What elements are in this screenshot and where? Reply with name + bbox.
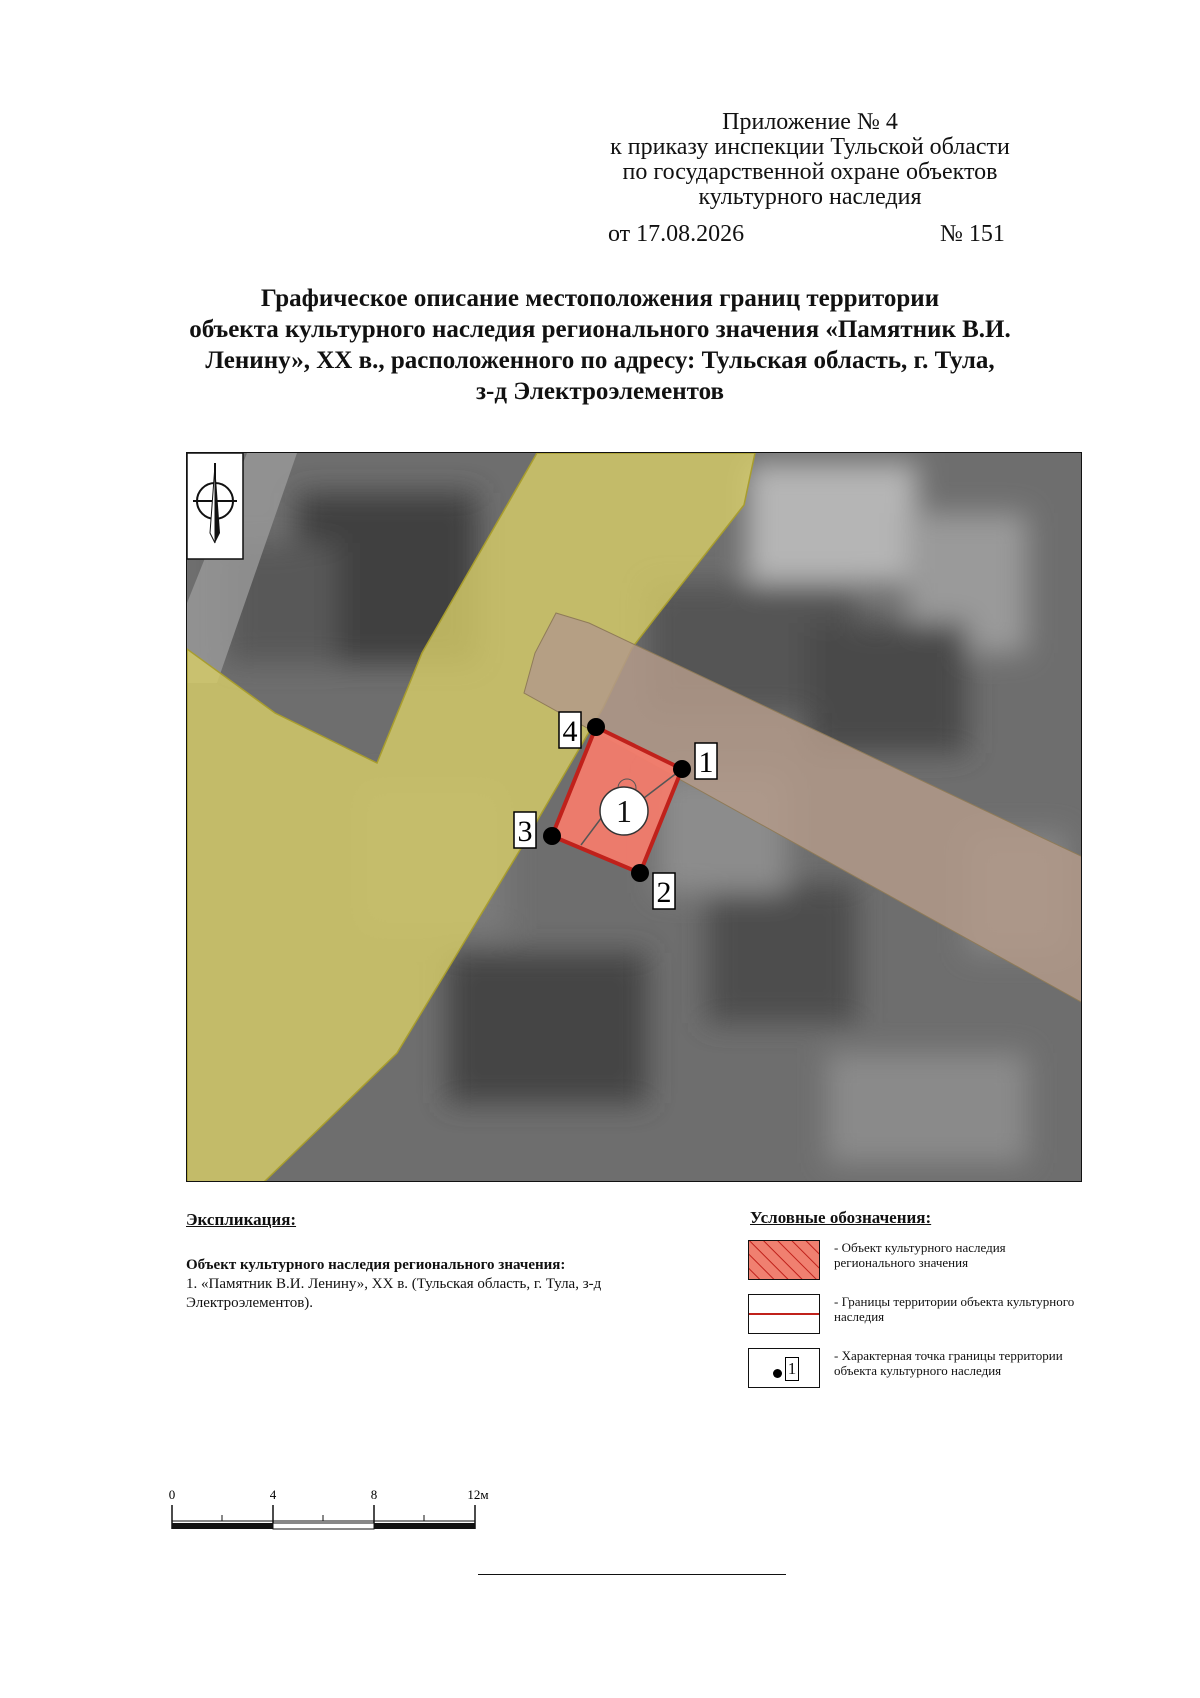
legend-label-point: - Характерная точка границы территории объекта культурного наследия (834, 1348, 1063, 1378)
legend-swatch-object (748, 1240, 820, 1280)
scale-bar (160, 1485, 500, 1545)
order-date: от 17.08.2026 (608, 221, 745, 247)
point-marker-3 (543, 827, 561, 845)
point-marker-4 (587, 718, 605, 736)
point-label-3: 3 (517, 815, 533, 848)
scale-label-4: 4 (269, 1487, 277, 1502)
legend-label-boundary: - Границы территории объекта культурного наследия (834, 1294, 1075, 1324)
point-label-1: 1 (698, 746, 714, 779)
legend-swatch-boundary (748, 1294, 820, 1334)
legend-label-object: - Объект культурного наследия регионального значения (834, 1240, 1006, 1270)
explication-heading: Экспликация: (186, 1210, 297, 1229)
scale-label-12: 12м (467, 1487, 489, 1502)
appendix-line-4: культурного наследия (698, 184, 922, 210)
appendix-line-3: по государственной охране объектов (622, 159, 998, 185)
north-arrow-icon (187, 453, 243, 559)
order-number: № 151 (940, 221, 1005, 247)
explication-body (186, 1256, 726, 1313)
title-line-4: з-д Электроэлементов (475, 378, 725, 405)
map-canvas (187, 453, 1082, 1182)
separator-line (478, 1574, 786, 1575)
explication-subheading: Объект культурного наследия регионального значения: (186, 1257, 566, 1273)
point-label-2: 2 (656, 876, 672, 909)
legend-item-object (748, 1240, 1088, 1282)
object-label: 1 (616, 793, 632, 829)
appendix-header (560, 110, 1060, 210)
legend-heading: Условные обозначения: (750, 1208, 932, 1227)
legend-item-boundary (748, 1294, 1088, 1336)
appendix-line-2: к приказу инспекции Тульской области (610, 134, 1010, 160)
map-frame (186, 452, 1082, 1182)
title-line-3: Ленину», XX в., расположенного по адресу: Тульская область, г. Тула, (205, 347, 995, 374)
point-dot-icon (773, 1369, 782, 1378)
legend-item-point (748, 1348, 1088, 1390)
document-title (110, 283, 1090, 407)
point-marker-2 (631, 864, 649, 882)
scale-label-8: 8 (370, 1487, 378, 1502)
legend-swatch-point (748, 1348, 820, 1388)
legend-point-marker: 1 (785, 1357, 799, 1381)
point-label-4: 4 (562, 715, 578, 748)
title-line-1: Графическое описание местоположения границ территории (260, 285, 940, 312)
explication-item: 1. «Памятник В.И. Ленину», XX в. (Тульская область, г. Тула, з-д Электроэлементов). (186, 1276, 602, 1311)
scale-label-0: 0 (168, 1487, 176, 1502)
point-marker-1 (673, 760, 691, 778)
appendix-number: Приложение № 4 (722, 109, 898, 135)
title-line-2: объекта культурного наследия регионального значения «Памятник В.И. (189, 316, 1011, 343)
